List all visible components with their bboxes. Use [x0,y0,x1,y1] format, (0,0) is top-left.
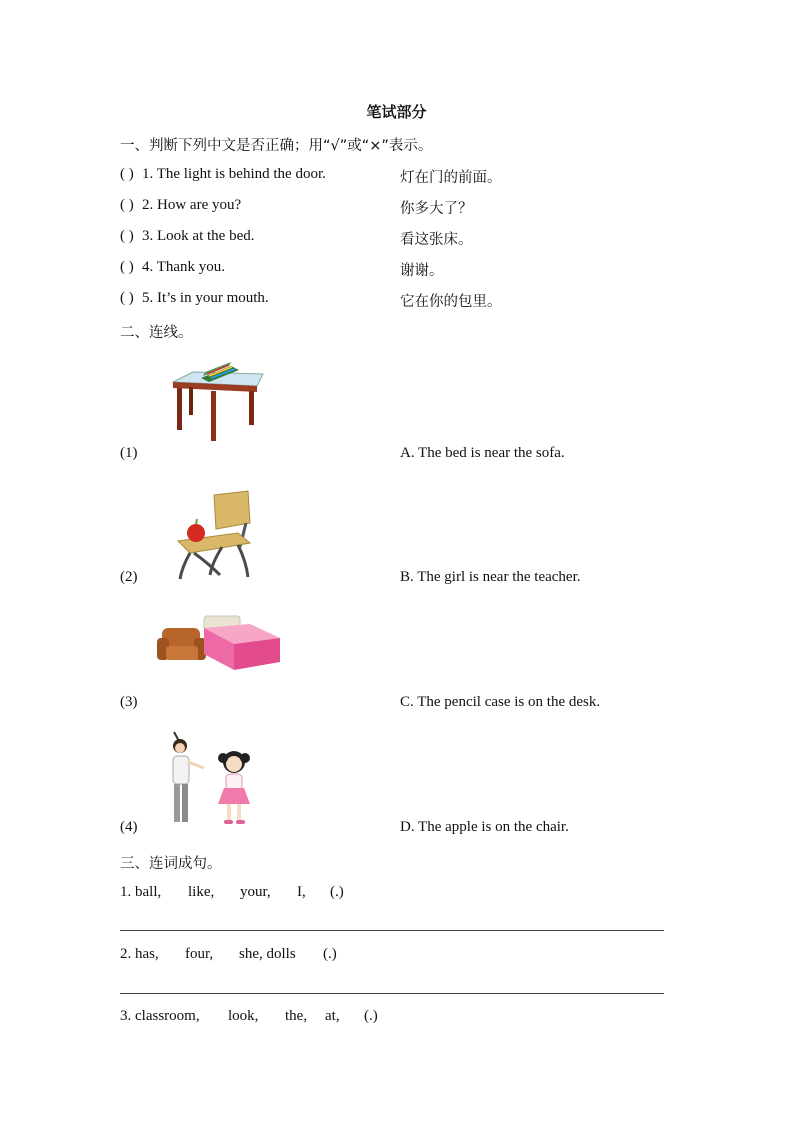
chinese-translation: 灯在门的前面。 [400,170,502,186]
answer-paren[interactable]: ( ) [120,259,134,275]
english-sentence: 2. How are you? [142,197,242,213]
match-option[interactable]: C. The pencil case is on the desk. [400,694,601,710]
page-title: 笔试部分 [366,103,427,121]
match-option[interactable]: D. The apple is on the chair. [400,819,569,835]
word-token: the, [285,1008,308,1024]
answer-paren[interactable]: ( ) [120,197,134,213]
word-token: 2. has, [120,946,159,962]
english-sentence: 1. The light is behind the door. [142,166,326,182]
chinese-translation: 看这张床。 [400,232,473,248]
sofa-and-bed-image [154,610,284,672]
section3-heading: 三、连词成句。 [120,856,222,872]
word-token: I, [297,884,306,900]
section1-heading: 一、判断下列中文是否正确；用“√”或“×”表示。 [120,138,433,154]
chinese-translation: 你多大了？ [400,201,473,217]
teacher-and-girl-image [160,730,260,830]
word-token: (.) [330,884,344,900]
word-token: (.) [323,946,337,962]
word-token: she, dolls [239,946,296,962]
word-token: look, [228,1008,259,1024]
word-token: like, [188,884,215,900]
answer-line[interactable] [120,993,664,994]
answer-paren[interactable]: ( ) [120,166,134,182]
english-sentence: 3. Look at the bed. [142,228,255,244]
answer-line[interactable] [120,930,664,931]
match-option[interactable]: B. The girl is near the teacher. [400,569,581,585]
word-token: (.) [364,1008,378,1024]
answer-paren[interactable]: ( ) [120,290,134,306]
word-token: at, [325,1008,340,1024]
desk-with-pencil-case-image [165,358,265,444]
match-number: (2) [120,569,138,585]
section2-heading: 二、连线。 [120,325,193,341]
answer-paren[interactable]: ( ) [120,228,134,244]
match-option[interactable]: A. The bed is near the sofa. [400,445,565,461]
word-token: 1. ball, [120,884,162,900]
chinese-translation: 它在你的包里。 [400,294,502,310]
match-number: (4) [120,819,138,835]
english-sentence: 4. Thank you. [142,259,226,275]
english-sentence: 5. It’s in your mouth. [142,290,269,306]
word-token: your, [240,884,271,900]
word-token: four, [185,946,214,962]
match-number: (3) [120,694,138,710]
chinese-translation: 谢谢。 [400,263,444,279]
match-number: (1) [120,445,138,461]
word-token: 3. classroom, [120,1008,200,1024]
chair-with-apple-image [150,477,288,583]
